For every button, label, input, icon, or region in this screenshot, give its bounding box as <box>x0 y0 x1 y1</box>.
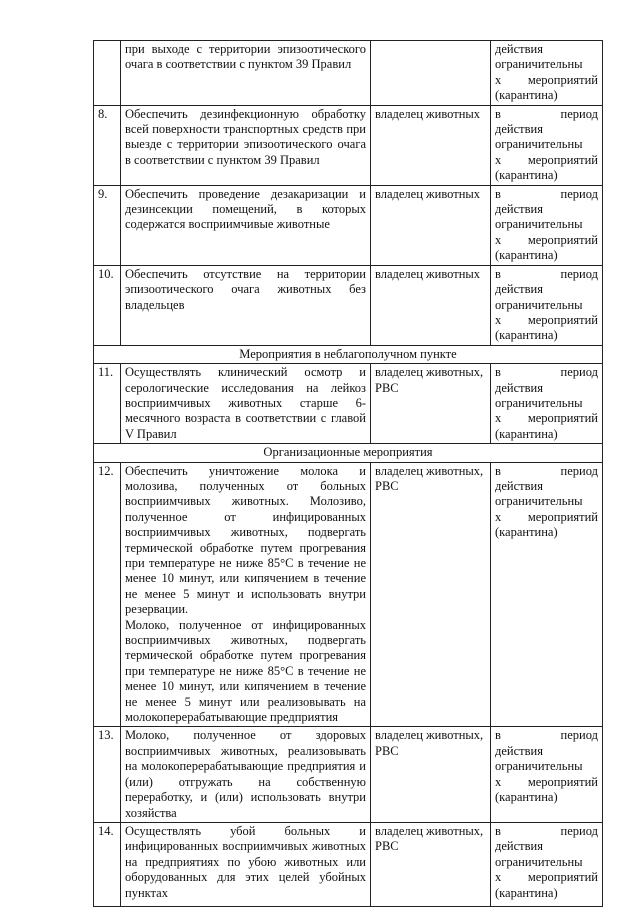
period-last: (карантина) <box>495 790 558 805</box>
period-last: (карантина) <box>495 885 558 900</box>
table-row <box>94 822 603 906</box>
action-cell <box>121 727 371 822</box>
action-cell <box>121 822 371 906</box>
table-row <box>94 41 603 106</box>
period-last: (карантина) <box>495 328 558 343</box>
period-line: ограничительны <box>495 759 583 774</box>
period-cell <box>491 105 603 185</box>
owner-cell <box>371 41 491 106</box>
period-first: в период <box>495 365 598 380</box>
owner-cell: владелец животных, РВС <box>371 822 491 906</box>
period-last: (карантина) <box>495 248 558 263</box>
period-line: действия <box>495 380 543 395</box>
period-last: (карантина) <box>495 525 558 540</box>
period-x-line: х мероприятий <box>495 774 598 789</box>
section-row <box>94 345 603 363</box>
table-row <box>94 462 603 727</box>
owner-cell: владелец животных <box>371 265 491 345</box>
period-first: в период <box>495 463 598 478</box>
owner-cell: владелец животных <box>371 105 491 185</box>
action-cell <box>121 41 371 106</box>
period-line: действия <box>495 42 543 56</box>
period-last: (карантина) <box>495 426 558 441</box>
period-first: в период <box>495 823 598 838</box>
row-number: 9. <box>94 185 121 265</box>
section-title: Организационные мероприятия <box>94 444 603 462</box>
period-line: ограничительны <box>495 494 583 509</box>
period-measures: мероприятий <box>527 72 598 87</box>
row-number: 8. <box>94 105 121 185</box>
table-row <box>94 364 603 444</box>
period-measures: мероприятий <box>527 870 598 885</box>
period-measures: мероприятий <box>527 312 598 327</box>
action-text: Осуществлять клинический осмотр и серологические исследования на лейкоз восприимчивых животных старше 6-месячного возраста в соответствии с главой V Правил <box>125 365 366 441</box>
period-measures: мероприятий <box>527 232 598 247</box>
period-x-line: х мероприятий <box>495 411 598 426</box>
period-line: ограничительны <box>495 57 583 72</box>
action-cell <box>121 265 371 345</box>
row-number: 14. <box>94 822 121 906</box>
action-cell <box>121 105 371 185</box>
period-line: ограничительны <box>495 395 583 410</box>
period-measures: мероприятий <box>527 152 598 167</box>
period-cell <box>491 727 603 822</box>
period-x-line: х мероприятий <box>495 232 598 247</box>
action-text: Обеспечить проведение дезакаризации и дезинсекции помещений, в которых содержатся восприимчивые животные <box>125 186 366 232</box>
period-x-line: х мероприятий <box>495 870 598 885</box>
period-measures: мероприятий <box>527 509 598 524</box>
measures-table <box>93 40 603 907</box>
period-x-line: х мероприятий <box>495 312 598 327</box>
period-cell <box>491 822 603 906</box>
owner-cell: владелец животных, РВС <box>371 364 491 444</box>
period-x-line: х мероприятий <box>495 509 598 524</box>
period-measures: мероприятий <box>527 774 598 789</box>
period-cell <box>491 265 603 345</box>
period-first: в период <box>495 186 598 201</box>
table-row <box>94 727 603 822</box>
section-title: Мероприятия в неблагополучном пункте <box>94 345 603 363</box>
table-row <box>94 265 603 345</box>
period-line: действия <box>495 202 543 217</box>
period-first: в период <box>495 728 598 743</box>
period-x-line: х мероприятий <box>495 72 598 87</box>
row-number: 12. <box>94 462 121 727</box>
period-cell <box>491 185 603 265</box>
period-line: действия <box>495 478 543 493</box>
owner-cell: владелец животных <box>371 185 491 265</box>
action-text: Обеспечить уничтожение молока и молозива, полученных от больных восприимчивых животных. Молозиво, полученное от инфицированных восприимчивых животных, подвергать термической обработке путем прогревания при температуре не ниже 85°С в течение не менее 10 минут, или кипячением в течение не менее 5 минут и использовать внутри резервации. <box>125 463 366 617</box>
section-row <box>94 444 603 462</box>
row-number <box>94 41 121 106</box>
row-number: 10. <box>94 265 121 345</box>
period-line: действия <box>495 282 543 297</box>
action-text: Обеспечить дезинфекционную обработку всей поверхности транспортных средств при выезде с территории эпизоотического очага в соответствии с пунктом 39 Правил <box>125 106 366 167</box>
period-cell <box>491 364 603 444</box>
action-text: Обеспечить отсутствие на территории эпизоотического очага животных без владельцев <box>125 266 366 312</box>
period-first: в период <box>495 266 598 281</box>
period-line: ограничительны <box>495 137 583 152</box>
period-x-line: х мероприятий <box>495 152 598 167</box>
owner-cell: владелец животных, РВС <box>371 727 491 822</box>
table-row <box>94 185 603 265</box>
period-measures: мероприятий <box>527 411 598 426</box>
period-line: действия <box>495 743 543 758</box>
period-line: ограничительны <box>495 217 583 232</box>
table-row <box>94 105 603 185</box>
period-line: действия <box>495 839 543 854</box>
row-number: 13. <box>94 727 121 822</box>
period-cell <box>491 41 603 106</box>
period-cell <box>491 462 603 727</box>
action-text: Молоко, полученное от здоровых восприимчивых животных, реализовывать на молокоперерабатывающие предприятия и (или) отгружать на собственную переработку, и (или) использовать внутри хозяйства <box>125 728 366 820</box>
owner-cell: владелец животных, РВС <box>371 462 491 727</box>
row-number: 11. <box>94 364 121 444</box>
period-last: (карантина) <box>495 88 558 103</box>
action-cell <box>121 462 371 727</box>
action-cell <box>121 364 371 444</box>
action-text: Молоко, полученное от инфицированных восприимчивых животных, подвергать термической обработке путем прогревания при температуре не ниже 85°С в течение не менее 10 минут, или кипячением в течение не менее 5 минут или реализовывать на молокоперерабатывающие предприятия <box>125 617 366 725</box>
period-line: действия <box>495 122 543 137</box>
period-first: в период <box>495 106 598 121</box>
period-line: ограничительны <box>495 297 583 312</box>
action-cell <box>121 185 371 265</box>
action-text: Осуществлять убой больных и инфицированных восприимчивых животных на предприятиях по убою животных или оборудованных для этих целей убойных пунктах <box>125 823 366 900</box>
period-last: (карантина) <box>495 168 558 183</box>
action-text: при выходе с территории эпизоотического очага в соответствии с пунктом 39 Правил <box>125 42 366 72</box>
period-line: ограничительны <box>495 854 583 869</box>
